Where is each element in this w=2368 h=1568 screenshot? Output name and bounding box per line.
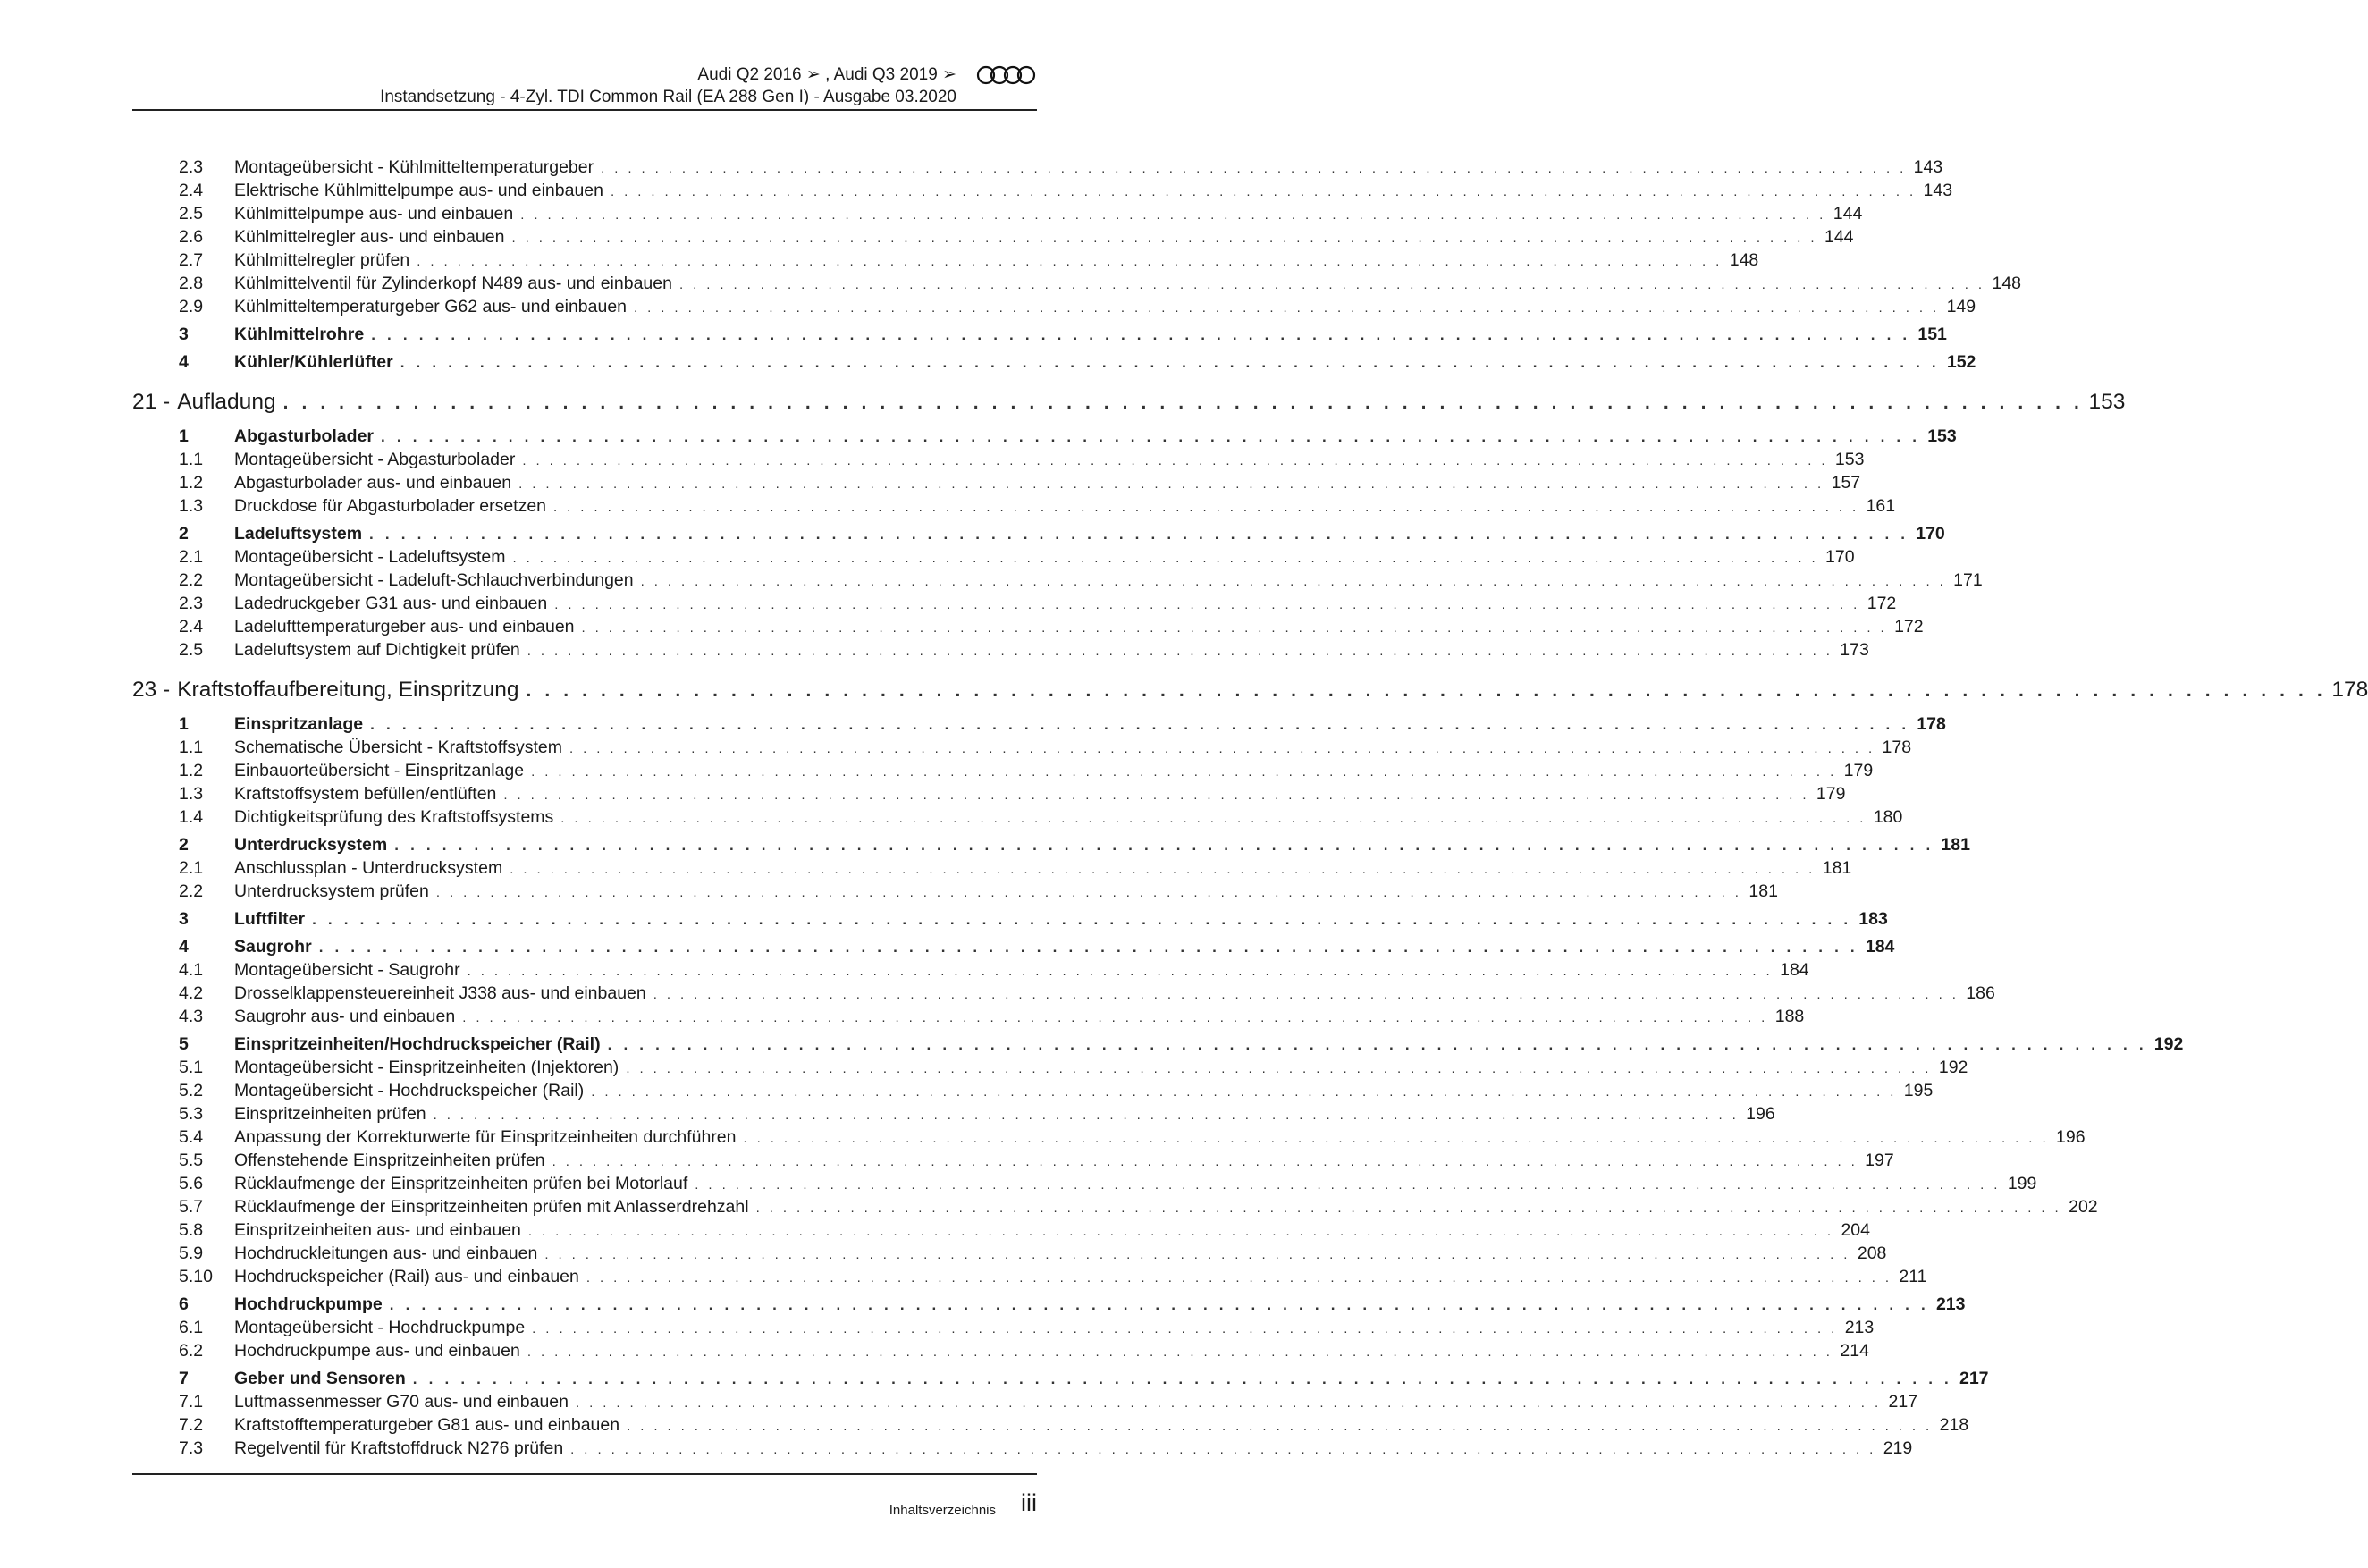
toc-entry-page: 144: [1833, 204, 1863, 223]
toc-entry-page: 188: [1774, 1007, 1805, 1026]
toc-entry-sub[interactable]: [132, 157, 1943, 181]
toc-entry-sub[interactable]: [132, 738, 1912, 761]
toc-entry-title: Kühler/Kühlerlüfter: [234, 352, 393, 372]
toc-entry-number: 5.2: [179, 1081, 204, 1100]
toc-entry-page: 143: [1923, 181, 1953, 200]
toc-entry-sub[interactable]: [132, 1127, 2086, 1151]
toc-entry-sec[interactable]: [132, 352, 1976, 375]
toc-entry-title: Ladeluftsystem: [234, 524, 363, 544]
toc-entry-title: Kraftstoffsystem befüllen/entlüften: [234, 784, 497, 804]
toc-entry-number: 4.1: [179, 960, 204, 980]
toc-entry-number: 4.3: [179, 1007, 204, 1026]
toc-dot-leader: . . . . . . . . . . . . . . . . . . . . . . . . . . . . . . . . . . . . . . . . . . . . . . . . . . . . . . . . . . . . . . . . . . . . . . . . . . . . . . . . . . . . . . . . . . . . . . . . .: [526, 680, 2327, 701]
toc-entry-sec[interactable]: [132, 937, 1895, 960]
toc-entry-page: 204: [1841, 1220, 1870, 1240]
toc-entry-title: Anpassung der Korrekturwerte für Einspritzeinheiten durchführen: [234, 1127, 737, 1147]
toc-dot-leader: . . . . . . . . . . . . . . . . . . . . . . . . . . . . . . . . . . . . . . . . . . . . . . . . . . . . . . . . . . . . . . . . . . . . . . . . . . . . . . . . . . . . . . . . . . . . . . . . .: [755, 1201, 2062, 1216]
toc-entry-title: Saugrohr: [234, 937, 312, 957]
toc-entry-sub[interactable]: [132, 570, 1983, 594]
toc-dot-leader: . . . . . . . . . . . . . . . . . . . . . . . . . . . . . . . . . . . . . . . . . . . . . . . . . . . . . . . . . . . . . . . . . . . . . . . . . . . . . . . . . . . . . . . . . . . . . . . . .: [570, 1442, 1876, 1457]
toc-entry-page: 148: [1729, 250, 1759, 270]
toc-entry-title: Hochdruckpumpe aus- und einbauen: [234, 1341, 520, 1361]
toc-entry-number: 5.7: [179, 1197, 204, 1217]
toc-entry-page: 186: [1966, 983, 1995, 1003]
toc-entry-title: Montageübersicht - Ladeluft-Schlauchverbindungen: [234, 570, 634, 590]
toc-entry-number: 2.4: [179, 181, 204, 200]
toc-entry-number: 4.2: [179, 983, 204, 1003]
toc-entry-title: Kühlmitteltemperaturgeber G62 aus- und einbauen: [234, 297, 628, 316]
toc-entry-title: Elektrische Kühlmittelpumpe aus- und einbauen: [234, 181, 603, 200]
toc-entry-title: Ladedruckgeber G31 aus- und einbauen: [234, 594, 548, 613]
toc-entry-number: 3: [179, 325, 189, 344]
toc-dot-leader: . . . . . . . . . . . . . . . . . . . . . . . . . . . . . . . . . . . . . . . . . . . . . . . . . . . . . . . . . . . . . . . . . . . . . . . . . . . . . . . . . . . . . . . . . . . . . . . . .: [575, 1395, 1882, 1411]
toc-entry-number: 1.1: [179, 450, 204, 469]
toc-entry-number: 3: [179, 909, 189, 929]
toc-entry-title: Unterdrucksystem prüfen: [234, 881, 429, 901]
toc-entry-sub[interactable]: [132, 1007, 1805, 1030]
toc-dot-leader: . . . . . . . . . . . . . . . . . . . . . . . . . . . . . . . . . . . . . . . . . . . . . . . . . . . . . . . . . . . . . . . . . . . . . . . . . . . . . . . . . . . . . . . . . . . . . . . . .: [462, 1010, 1768, 1025]
toc-entry-title: Anschlussplan - Unterdrucksystem: [234, 858, 503, 878]
toc-entry-sub[interactable]: [132, 1392, 1918, 1415]
footer-page-number: iii: [1021, 1489, 1037, 1516]
toc-entry-sec[interactable]: [132, 1294, 1966, 1318]
toc-entry-page: 151: [1917, 325, 1947, 344]
toc-entry-sec[interactable]: [132, 714, 1946, 738]
toc-entry-sub[interactable]: [132, 1174, 2037, 1197]
toc-entry-page: 144: [1824, 227, 1854, 247]
toc-entry-number: 23 -: [132, 678, 171, 702]
toc-entry-sub[interactable]: [132, 496, 1896, 519]
toc-dot-leader: . . . . . . . . . . . . . . . . . . . . . . . . . . . . . . . . . . . . . . . . . . . . . . . . . . . . . . . . . . . . . . . . . . . . . . . . . . . . . . . . . . . . . . . . . . . . . . . . .: [412, 1370, 1952, 1387]
toc-entry-sec[interactable]: [132, 1369, 1989, 1392]
header-divider: [132, 109, 1037, 111]
toc-entry-page: 148: [1992, 274, 2022, 293]
toc-entry-sub[interactable]: [132, 473, 1861, 496]
toc-entry-page: 214: [1840, 1341, 1869, 1361]
toc-entry-page: 152: [1946, 352, 1976, 372]
toc-dot-leader: . . . . . . . . . . . . . . . . . . . . . . . . . . . . . . . . . . . . . . . . . . . . . . . . . . . . . . . . . . . . . . . . . . . . . . . . . . . . . . . . . . . . . . . . . . . . . . . . .: [553, 500, 1859, 515]
toc-entry-number: 2.7: [179, 250, 204, 270]
toc-entry-page: 181: [1941, 835, 1970, 855]
toc-entry-sub[interactable]: [132, 594, 1897, 617]
toc-dot-leader: . . . . . . . . . . . . . . . . . . . . . . . . . . . . . . . . . . . . . . . . . . . . . . . . . . . . . . . . . . . . . . . . . . . . . . . . . . . . . . . . . . . . . . . . . . . . . . . . .: [544, 1247, 1850, 1262]
toc-entry-sub[interactable]: [132, 1081, 1934, 1104]
toc-entry-number: 7.1: [179, 1392, 204, 1412]
toc-entry-page: 208: [1857, 1243, 1887, 1263]
toc-entry-page: 196: [2056, 1127, 2086, 1147]
toc-entry-page: 179: [1843, 761, 1874, 780]
toc-entry-number: 2.6: [179, 227, 204, 247]
toc-entry-sub[interactable]: [132, 881, 1778, 905]
toc-entry-page: 178: [2331, 678, 2368, 702]
toc-entry-sub[interactable]: [132, 784, 1846, 807]
toc-entry-number: 5.10: [179, 1267, 213, 1286]
toc-dot-leader: . . . . . . . . . . . . . . . . . . . . . . . . . . . . . . . . . . . . . . . . . . . . . . . . . . . . . . . . . . . . . . . . . . . . . . . . . . . . . . . . . . . . . . . . . . . . . . . . .: [653, 987, 1959, 1002]
toc-entry-number: 5.1: [179, 1058, 204, 1077]
toc-dot-leader: . . . . . . . . . . . . . . . . . . . . . . . . . . . . . . . . . . . . . . . . . . . . . . . . . . . . . . . . . . . . . . . . . . . . . . . . . . . . . . . . . . . . . . . . . . . . . . . . .: [503, 788, 1809, 803]
toc-entry-title: Dichtigkeitsprüfung des Kraftstoffsystems: [234, 807, 554, 827]
toc-entry-page: 195: [1903, 1081, 1934, 1100]
toc-dot-leader: . . . . . . . . . . . . . . . . . . . . . . . . . . . . . . . . . . . . . . . . . . . . . . . . . . . . . . . . . . . . . . . . . . . . . . . . . . . . . . . . . . . . . . . . . . . . . . . . .: [467, 964, 1774, 979]
toc-entry-number: 2.1: [179, 858, 204, 878]
toc-dot-leader: . . . . . . . . . . . . . . . . . . . . . . . . . . . . . . . . . . . . . . . . . . . . . . . . . . . . . . . . . . . . . . . . . . . . . . . . . . . . . . . . . . . . . . . . . . . . . . . . .: [601, 161, 1907, 176]
toc-entry-title: Einspritzanlage: [234, 714, 364, 734]
footer-section-label: Inhaltsverzeichnis: [889, 1503, 996, 1518]
toc-entry-title: Hochdruckleitungen aus- und einbauen: [234, 1243, 538, 1263]
toc-entry-page: 202: [2069, 1197, 2098, 1217]
toc-entry-sub[interactable]: [132, 640, 1869, 663]
toc-entry-sub[interactable]: [132, 1104, 1775, 1127]
toc-entry-title: Kraftstoffaufbereitung, Einspritzung: [177, 678, 519, 702]
toc-entry-title: Kühlmittelrohre: [234, 325, 365, 344]
toc-entry-number: 4: [179, 352, 189, 372]
toc-dot-leader: . . . . . . . . . . . . . . . . . . . . . . . . . . . . . . . . . . . . . . . . . . . . . . . . . . . . . . . . . . . . . . . . . . . . . . . . . . . . . . . . . . . . . . . . . . . . . . . . .: [626, 1061, 1932, 1076]
toc-entry-sub[interactable]: [132, 227, 1854, 250]
toc-entry-number: 21 -: [132, 390, 171, 414]
toc-entry-number: 6: [179, 1294, 189, 1314]
toc-entry-page: 192: [2153, 1034, 2184, 1054]
toc-dot-leader: . . . . . . . . . . . . . . . . . . . . . . . . . . . . . . . . . . . . . . . . . . . . . . . . . . . . . . . . . . . . . . . . . . . . . . . . . . . . . . . . . . . . . . . . . . . . . . . . .: [520, 207, 1826, 223]
toc-dot-leader: . . . . . . . . . . . . . . . . . . . . . . . . . . . . . . . . . . . . . . . . . . . . . . . . . . . . . . . . . . . . . . . . . . . . . . . . . . . . . . . . . . . . . . . . . . . . . . . . .: [569, 741, 1875, 756]
toc-entry-sub[interactable]: [132, 858, 1852, 881]
toc-entry-title: Montageübersicht - Ladeluftsystem: [234, 547, 506, 567]
toc-entry-page: 157: [1831, 473, 1861, 493]
toc-entry-page: 181: [1822, 858, 1852, 878]
toc-dot-leader: . . . . . . . . . . . . . . . . . . . . . . . . . . . . . . . . . . . . . . . . . . . . . . . . . . . . . . . . . . . . . . . . . . . . . . . . . . . . . . . . . . . . . . . . . . . . . . . . .: [743, 1131, 2050, 1146]
toc-entry-title: Einspritzeinheiten prüfen: [234, 1104, 426, 1124]
toc-dot-leader: . . . . . . . . . . . . . . . . . . . . . . . . . . . . . . . . . . . . . . . . . . . . . . . . . . . . . . . . . . . . . . . . . . . . . . . . . . . . . . . . . . . . . . . . . . . . . . . . .: [552, 1154, 1858, 1169]
toc-entry-page: 172: [1867, 594, 1897, 613]
toc-entry-sub[interactable]: [132, 1438, 1913, 1462]
toc-entry-title: Luftmassenmesser G70 aus- und einbauen: [234, 1392, 569, 1412]
toc-entry-page: 183: [1858, 909, 1888, 929]
toc-entry-chap[interactable]: [132, 390, 2126, 422]
toc-entry-page: 192: [1938, 1058, 1968, 1077]
toc-entry-chap[interactable]: [132, 678, 2368, 710]
toc-entry-title: Rücklaufmenge der Einspritzeinheiten prüfen mit Anlasserdrehzahl: [234, 1197, 749, 1217]
toc-dot-leader: . . . . . . . . . . . . . . . . . . . . . . . . . . . . . . . . . . . . . . . . . . . . . . . . . . . . . . . . . . . . . . . . . . . . . . . . . . . . . . . . . . . . . . . . . . . . . . . . .: [370, 716, 1910, 733]
toc-entry-sub[interactable]: [132, 181, 1953, 204]
toc-entry-sub[interactable]: [132, 1267, 1927, 1290]
toc-dot-leader: . . . . . . . . . . . . . . . . . . . . . . . . . . . . . . . . . . . . . . . . . . . . . . . . . . . . . . . . . . . . . . . . . . . . . . . . . . . . . . . . . . . . . . . . . . . . . . . . .: [282, 392, 2084, 413]
toc-entry-title: Ladeluftsystem auf Dichtigkeit prüfen: [234, 640, 520, 660]
toc-entry-sub[interactable]: [132, 761, 1874, 784]
toc-entry-sec[interactable]: [132, 426, 1957, 450]
toc-entry-number: 2.5: [179, 640, 204, 660]
audi-rings-logo: [976, 63, 1037, 88]
toc-dot-leader: . . . . . . . . . . . . . . . . . . . . . . . . . . . . . . . . . . . . . . . . . . . . . . . . . . . . . . . . . . . . . . . . . . . . . . . . . . . . . . . . . . . . . . . . . . . . . . . . .: [695, 1177, 2001, 1193]
toc-dot-leader: . . . . . . . . . . . . . . . . . . . . . . . . . . . . . . . . . . . . . . . . . . . . . . . . . . . . . . . . . . . . . . . . . . . . . . . . . . . . . . . . . . . . . . . . . . . . . . . . .: [554, 597, 1860, 612]
toc-dot-leader: . . . . . . . . . . . . . . . . . . . . . . . . . . . . . . . . . . . . . . . . . . . . . . . . . . . . . . . . . . . . . . . . . . . . . . . . . . . . . . . . . . . . . . . . . . . . . . . . .: [531, 764, 1837, 780]
toc-dot-leader: . . . . . . . . . . . . . . . . . . . . . . . . . . . . . . . . . . . . . . . . . . . . . . . . . . . . . . . . . . . . . . . . . . . . . . . . . . . . . . . . . . . . . . . . . . . . . . . . .: [318, 939, 1858, 956]
toc-entry-sub[interactable]: [132, 1318, 1875, 1341]
toc-dot-leader: . . . . . . . . . . . . . . . . . . . . . . . . . . . . . . . . . . . . . . . . . . . . . . . . . . . . . . . . . . . . . . . . . . . . . . . . . . . . . . . . . . . . . . . . . . . . . . . . .: [512, 551, 1819, 566]
toc-entry-title: Drosselklappensteuereinheit J338 aus- und einbauen: [234, 983, 646, 1003]
toc-entry-sec[interactable]: [132, 524, 1945, 547]
toc-dot-leader: . . . . . . . . . . . . . . . . . . . . . . . . . . . . . . . . . . . . . . . . . . . . . . . . . . . . . . . . . . . . . . . . . . . . . . . . . . . . . . . . . . . . . . . . . . . . . . . . .: [389, 1296, 1929, 1313]
toc-entry-sec[interactable]: [132, 835, 1970, 858]
toc-entry-number: 7: [179, 1369, 189, 1388]
toc-entry-sec[interactable]: [132, 909, 1888, 932]
toc-entry-page: 153: [1834, 450, 1865, 469]
toc-entry-page: 199: [2007, 1174, 2037, 1193]
toc-entry-number: 2.3: [179, 594, 204, 613]
toc-entry-page: 172: [1894, 617, 1924, 636]
toc-entry-number: 1: [179, 426, 189, 446]
toc-entry-title: Saugrohr aus- und einbauen: [234, 1007, 456, 1026]
toc-entry-title: Einspritzeinheiten/Hochdruckspeicher (Rail): [234, 1034, 601, 1054]
toc-dot-leader: . . . . . . . . . . . . . . . . . . . . . . . . . . . . . . . . . . . . . . . . . . . . . . . . . . . . . . . . . . . . . . . . . . . . . . . . . . . . . . . . . . . . . . . . . . . . . . . . .: [527, 644, 1833, 659]
toc-entry-sub[interactable]: [132, 1151, 1894, 1174]
toc-entry-number: 2.3: [179, 157, 204, 177]
toc-dot-leader: . . . . . . . . . . . . . . . . . . . . . . . . . . . . . . . . . . . . . . . . . . . . . . . . . . . . . . . . . . . . . . . . . . . . . . . . . . . . . . . . . . . . . . . . . . . . . . . . .: [511, 231, 1817, 246]
toc-dot-leader: . . . . . . . . . . . . . . . . . . . . . . . . . . . . . . . . . . . . . . . . . . . . . . . . . . . . . . . . . . . . . . . . . . . . . . . . . . . . . . . . . . . . . . . . . . . . . . . . .: [527, 1345, 1833, 1360]
toc-entry-page: 178: [1917, 714, 1946, 734]
toc-dot-leader: . . . . . . . . . . . . . . . . . . . . . . . . . . . . . . . . . . . . . . . . . . . . . . . . . . . . . . . . . . . . . . . . . . . . . . . . . . . . . . . . . . . . . . . . . . . . . . . . .: [400, 354, 1940, 371]
toc-entry-title: Montageübersicht - Einspritzeinheiten (Injektoren): [234, 1058, 619, 1077]
toc-entry-sub[interactable]: [132, 807, 1903, 830]
toc-entry-number: 6.2: [179, 1341, 204, 1361]
toc-entry-number: 5.9: [179, 1243, 204, 1263]
toc-dot-leader: . . . . . . . . . . . . . . . . . . . . . . . . . . . . . . . . . . . . . . . . . . . . . . . . . . . . . . . . . . . . . . . . . . . . . . . . . . . . . . . . . . . . . . . . . . . . . . . . .: [394, 837, 1934, 854]
toc-entry-title: Abgasturbolader aus- und einbauen: [234, 473, 512, 493]
toc-entry-sec[interactable]: [132, 325, 1947, 348]
table-of-contents: [132, 157, 2368, 1462]
toc-entry-page: 179: [1816, 784, 1846, 804]
toc-dot-leader: . . . . . . . . . . . . . . . . . . . . . . . . . . . . . . . . . . . . . . . . . . . . . . . . . . . . . . . . . . . . . . . . . . . . . . . . . . . . . . . . . . . . . . . . . . . . . . . . .: [417, 254, 1723, 269]
toc-entry-page: 197: [1865, 1151, 1894, 1170]
toc-entry-number: 5.4: [179, 1127, 204, 1147]
toc-entry-title: Aufladung: [177, 390, 276, 414]
toc-entry-title: Kraftstofftemperaturgeber G81 aus- und einbauen: [234, 1415, 620, 1435]
page-header: [132, 59, 1037, 113]
toc-entry-title: Hochdruckpumpe: [234, 1294, 383, 1314]
toc-entry-page: 196: [1746, 1104, 1775, 1124]
toc-entry-sub[interactable]: [132, 1197, 2098, 1220]
toc-dot-leader: . . . . . . . . . . . . . . . . . . . . . . . . . . . . . . . . . . . . . . . . . . . . . . . . . . . . . . . . . . . . . . . . . . . . . . . . . . . . . . . . . . . . . . . . . . . . . . . . .: [591, 1084, 1897, 1100]
toc-entry-page: 184: [1780, 960, 1809, 980]
toc-entry-sub[interactable]: [132, 960, 1809, 983]
header-manual-title: Instandsetzung - 4-Zyl. TDI Common Rail (EA 288 Gen I) - Ausgabe 03.2020: [380, 88, 956, 106]
toc-entry-title: Montageübersicht - Abgasturbolader: [234, 450, 516, 469]
toc-entry-number: 2: [179, 524, 189, 544]
toc-entry-number: 7.2: [179, 1415, 204, 1435]
toc-entry-number: 5.3: [179, 1104, 204, 1124]
toc-entry-page: 173: [1840, 640, 1869, 660]
toc-entry-page: 211: [1899, 1267, 1927, 1286]
toc-entry-number: 2.5: [179, 204, 204, 223]
toc-entry-sub[interactable]: [132, 450, 1865, 473]
toc-entry-title: Montageübersicht - Hochdruckpumpe: [234, 1318, 526, 1337]
toc-entry-number: 5.6: [179, 1174, 204, 1193]
toc-entry-page: 213: [1844, 1318, 1875, 1337]
toc-entry-number: 6.1: [179, 1318, 204, 1337]
toc-entry-number: 4: [179, 937, 189, 957]
toc-dot-leader: . . . . . . . . . . . . . . . . . . . . . . . . . . . . . . . . . . . . . . . . . . . . . . . . . . . . . . . . . . . . . . . . . . . . . . . . . . . . . . . . . . . . . . . . . . . . . . . . .: [371, 326, 1911, 343]
toc-entry-sub[interactable]: [132, 1220, 1870, 1243]
toc-entry-page: 153: [1927, 426, 1957, 446]
toc-entry-sub[interactable]: [132, 1058, 1968, 1081]
toc-entry-sub[interactable]: [132, 274, 2022, 297]
toc-dot-leader: . . . . . . . . . . . . . . . . . . . . . . . . . . . . . . . . . . . . . . . . . . . . . . . . . . . . . . . . . . . . . . . . . . . . . . . . . . . . . . . . . . . . . . . . . . . . . . . . .: [560, 811, 1867, 826]
toc-entry-number: 1.4: [179, 807, 204, 827]
toc-dot-leader: . . . . . . . . . . . . . . . . . . . . . . . . . . . . . . . . . . . . . . . . . . . . . . . . . . . . . . . . . . . . . . . . . . . . . . . . . . . . . . . . . . . . . . . . . . . . . . . . .: [510, 862, 1816, 877]
toc-entry-title: Einspritzeinheiten aus- und einbauen: [234, 1220, 521, 1240]
toc-entry-sub[interactable]: [132, 617, 1924, 640]
toc-entry-sub[interactable]: [132, 983, 1995, 1007]
toc-entry-title: Kühlmittelregler aus- und einbauen: [234, 227, 505, 247]
toc-entry-page: 171: [1953, 570, 1983, 590]
toc-entry-title: Geber und Sensoren: [234, 1369, 406, 1388]
toc-dot-leader: . . . . . . . . . . . . . . . . . . . . . . . . . . . . . . . . . . . . . . . . . . . . . . . . . . . . . . . . . . . . . . . . . . . . . . . . . . . . . . . . . . . . . . . . . . . . . . . . .: [607, 1036, 2147, 1053]
toc-entry-number: 5.5: [179, 1151, 204, 1170]
toc-entry-number: 1: [179, 714, 189, 734]
toc-entry-page: 213: [1935, 1294, 1966, 1314]
toc-entry-number: 7.3: [179, 1438, 204, 1458]
toc-entry-page: 219: [1883, 1438, 1913, 1458]
toc-entry-page: 217: [1959, 1369, 1989, 1388]
toc-entry-sub[interactable]: [132, 1243, 1887, 1267]
footer-divider: [132, 1473, 1037, 1475]
toc-entry-page: 149: [1946, 297, 1976, 316]
toc-dot-leader: . . . . . . . . . . . . . . . . . . . . . . . . . . . . . . . . . . . . . . . . . . . . . . . . . . . . . . . . . . . . . . . . . . . . . . . . . . . . . . . . . . . . . . . . . . . . . . . . .: [527, 1224, 1834, 1239]
toc-entry-number: 2: [179, 835, 189, 855]
toc-entry-title: Montageübersicht - Hochdruckspeicher (Rail): [234, 1081, 585, 1100]
toc-entry-page: 153: [2088, 390, 2126, 414]
toc-entry-title: Einbauorteübersicht - Einspritzanlage: [234, 761, 525, 780]
toc-dot-leader: . . . . . . . . . . . . . . . . . . . . . . . . . . . . . . . . . . . . . . . . . . . . . . . . . . . . . . . . . . . . . . . . . . . . . . . . . . . . . . . . . . . . . . . . . . . . . . . . .: [522, 453, 1828, 468]
toc-entry-sub[interactable]: [132, 204, 1863, 227]
toc-entry-number: 2.2: [179, 570, 204, 590]
toc-dot-leader: . . . . . . . . . . . . . . . . . . . . . . . . . . . . . . . . . . . . . . . . . . . . . . . . . . . . . . . . . . . . . . . . . . . . . . . . . . . . . . . . . . . . . . . . . . . . . . . . .: [586, 1270, 1892, 1286]
toc-entry-title: Druckdose für Abgasturbolader ersetzen: [234, 496, 547, 516]
toc-entry-number: 1.2: [179, 473, 204, 493]
toc-dot-leader: . . . . . . . . . . . . . . . . . . . . . . . . . . . . . . . . . . . . . . . . . . . . . . . . . . . . . . . . . . . . . . . . . . . . . . . . . . . . . . . . . . . . . . . . . . . . . . . . .: [640, 574, 1947, 589]
toc-dot-leader: . . . . . . . . . . . . . . . . . . . . . . . . . . . . . . . . . . . . . . . . . . . . . . . . . . . . . . . . . . . . . . . . . . . . . . . . . . . . . . . . . . . . . . . . . . . . . . . . .: [435, 885, 1742, 900]
toc-entry-title: Schematische Übersicht - Kraftstoffsystem: [234, 738, 563, 757]
toc-entry-title: Montageübersicht - Kühlmitteltemperaturgeber: [234, 157, 594, 177]
toc-entry-page: 143: [1913, 157, 1943, 177]
toc-dot-leader: . . . . . . . . . . . . . . . . . . . . . . . . . . . . . . . . . . . . . . . . . . . . . . . . . . . . . . . . . . . . . . . . . . . . . . . . . . . . . . . . . . . . . . . . . . . . . . . . .: [581, 620, 1888, 636]
toc-entry-page: 170: [1916, 524, 1945, 544]
toc-entry-number: 1.3: [179, 784, 204, 804]
toc-entry-title: Kühlmittelpumpe aus- und einbauen: [234, 204, 514, 223]
toc-dot-leader: . . . . . . . . . . . . . . . . . . . . . . . . . . . . . . . . . . . . . . . . . . . . . . . . . . . . . . . . . . . . . . . . . . . . . . . . . . . . . . . . . . . . . . . . . . . . . . . . .: [369, 526, 1909, 543]
toc-entry-page: 181: [1749, 881, 1778, 901]
toc-entry-title: Luftfilter: [234, 909, 306, 929]
toc-dot-leader: . . . . . . . . . . . . . . . . . . . . . . . . . . . . . . . . . . . . . . . . . . . . . . . . . . . . . . . . . . . . . . . . . . . . . . . . . . . . . . . . . . . . . . . . . . . . . . . . .: [532, 1321, 1838, 1336]
header-models: Audi Q2 2016 ➢ , Audi Q3 2019 ➢: [697, 65, 956, 84]
toc-entry-page: 217: [1888, 1392, 1918, 1412]
toc-entry-sub[interactable]: [132, 297, 1976, 320]
toc-entry-number: 1.2: [179, 761, 204, 780]
toc-entry-title: Regelventil für Kraftstoffdruck N276 prüfen: [234, 1438, 564, 1458]
toc-dot-leader: . . . . . . . . . . . . . . . . . . . . . . . . . . . . . . . . . . . . . . . . . . . . . . . . . . . . . . . . . . . . . . . . . . . . . . . . . . . . . . . . . . . . . . . . . . . . . . . . .: [634, 300, 1940, 316]
toc-entry-number: 2.2: [179, 881, 204, 901]
toc-entry-number: 2.8: [179, 274, 204, 293]
toc-dot-leader: . . . . . . . . . . . . . . . . . . . . . . . . . . . . . . . . . . . . . . . . . . . . . . . . . . . . . . . . . . . . . . . . . . . . . . . . . . . . . . . . . . . . . . . . . . . . . . . . .: [518, 476, 1824, 492]
toc-entry-title: Ladelufttemperaturgeber aus- und einbauen: [234, 617, 575, 636]
toc-entry-page: 170: [1825, 547, 1855, 567]
toc-dot-leader: . . . . . . . . . . . . . . . . . . . . . . . . . . . . . . . . . . . . . . . . . . . . . . . . . . . . . . . . . . . . . . . . . . . . . . . . . . . . . . . . . . . . . . . . . . . . . . . . .: [381, 428, 1921, 445]
toc-entry-page: 178: [1882, 738, 1912, 757]
toc-entry-number: 2.1: [179, 547, 204, 567]
toc-entry-title: Kühlmittelregler prüfen: [234, 250, 410, 270]
toc-entry-title: Unterdrucksystem: [234, 835, 388, 855]
toc-entry-sub[interactable]: [132, 547, 1855, 570]
toc-entry-title: Offenstehende Einspritzeinheiten prüfen: [234, 1151, 545, 1170]
toc-dot-leader: . . . . . . . . . . . . . . . . . . . . . . . . . . . . . . . . . . . . . . . . . . . . . . . . . . . . . . . . . . . . . . . . . . . . . . . . . . . . . . . . . . . . . . . . . . . . . . . . .: [312, 911, 1852, 928]
toc-entry-number: 5.8: [179, 1220, 204, 1240]
toc-entry-sub[interactable]: [132, 1341, 1869, 1364]
toc-dot-leader: . . . . . . . . . . . . . . . . . . . . . . . . . . . . . . . . . . . . . . . . . . . . . . . . . . . . . . . . . . . . . . . . . . . . . . . . . . . . . . . . . . . . . . . . . . . . . . . . .: [678, 277, 1985, 292]
toc-entry-title: Rücklaufmenge der Einspritzeinheiten prüfen bei Motorlauf: [234, 1174, 688, 1193]
toc-dot-leader: . . . . . . . . . . . . . . . . . . . . . . . . . . . . . . . . . . . . . . . . . . . . . . . . . . . . . . . . . . . . . . . . . . . . . . . . . . . . . . . . . . . . . . . . . . . . . . . . .: [627, 1419, 1933, 1434]
toc-entry-number: 2.9: [179, 297, 204, 316]
toc-entry-title: Montageübersicht - Saugrohr: [234, 960, 460, 980]
toc-entry-page: 218: [1939, 1415, 1969, 1435]
toc-entry-page: 161: [1866, 496, 1896, 516]
toc-dot-leader: . . . . . . . . . . . . . . . . . . . . . . . . . . . . . . . . . . . . . . . . . . . . . . . . . . . . . . . . . . . . . . . . . . . . . . . . . . . . . . . . . . . . . . . . . . . . . . . . .: [433, 1108, 1740, 1123]
toc-entry-sec[interactable]: [132, 1034, 2184, 1058]
toc-entry-sub[interactable]: [132, 1415, 1969, 1438]
toc-entry-page: 180: [1873, 807, 1903, 827]
toc-dot-leader: . . . . . . . . . . . . . . . . . . . . . . . . . . . . . . . . . . . . . . . . . . . . . . . . . . . . . . . . . . . . . . . . . . . . . . . . . . . . . . . . . . . . . . . . . . . . . . . . .: [611, 184, 1917, 199]
toc-entry-title: Kühlmittelventil für Zylinderkopf N489 aus- und einbauen: [234, 274, 672, 293]
toc-entry-number: 1.3: [179, 496, 204, 516]
toc-entry-page: 184: [1865, 937, 1895, 957]
toc-entry-title: Hochdruckspeicher (Rail) aus- und einbauen: [234, 1267, 579, 1286]
toc-entry-title: Abgasturbolader: [234, 426, 375, 446]
toc-entry-number: 1.1: [179, 738, 204, 757]
toc-entry-number: 2.4: [179, 617, 204, 636]
toc-entry-number: 5: [179, 1034, 189, 1054]
toc-entry-sub[interactable]: [132, 250, 1759, 274]
